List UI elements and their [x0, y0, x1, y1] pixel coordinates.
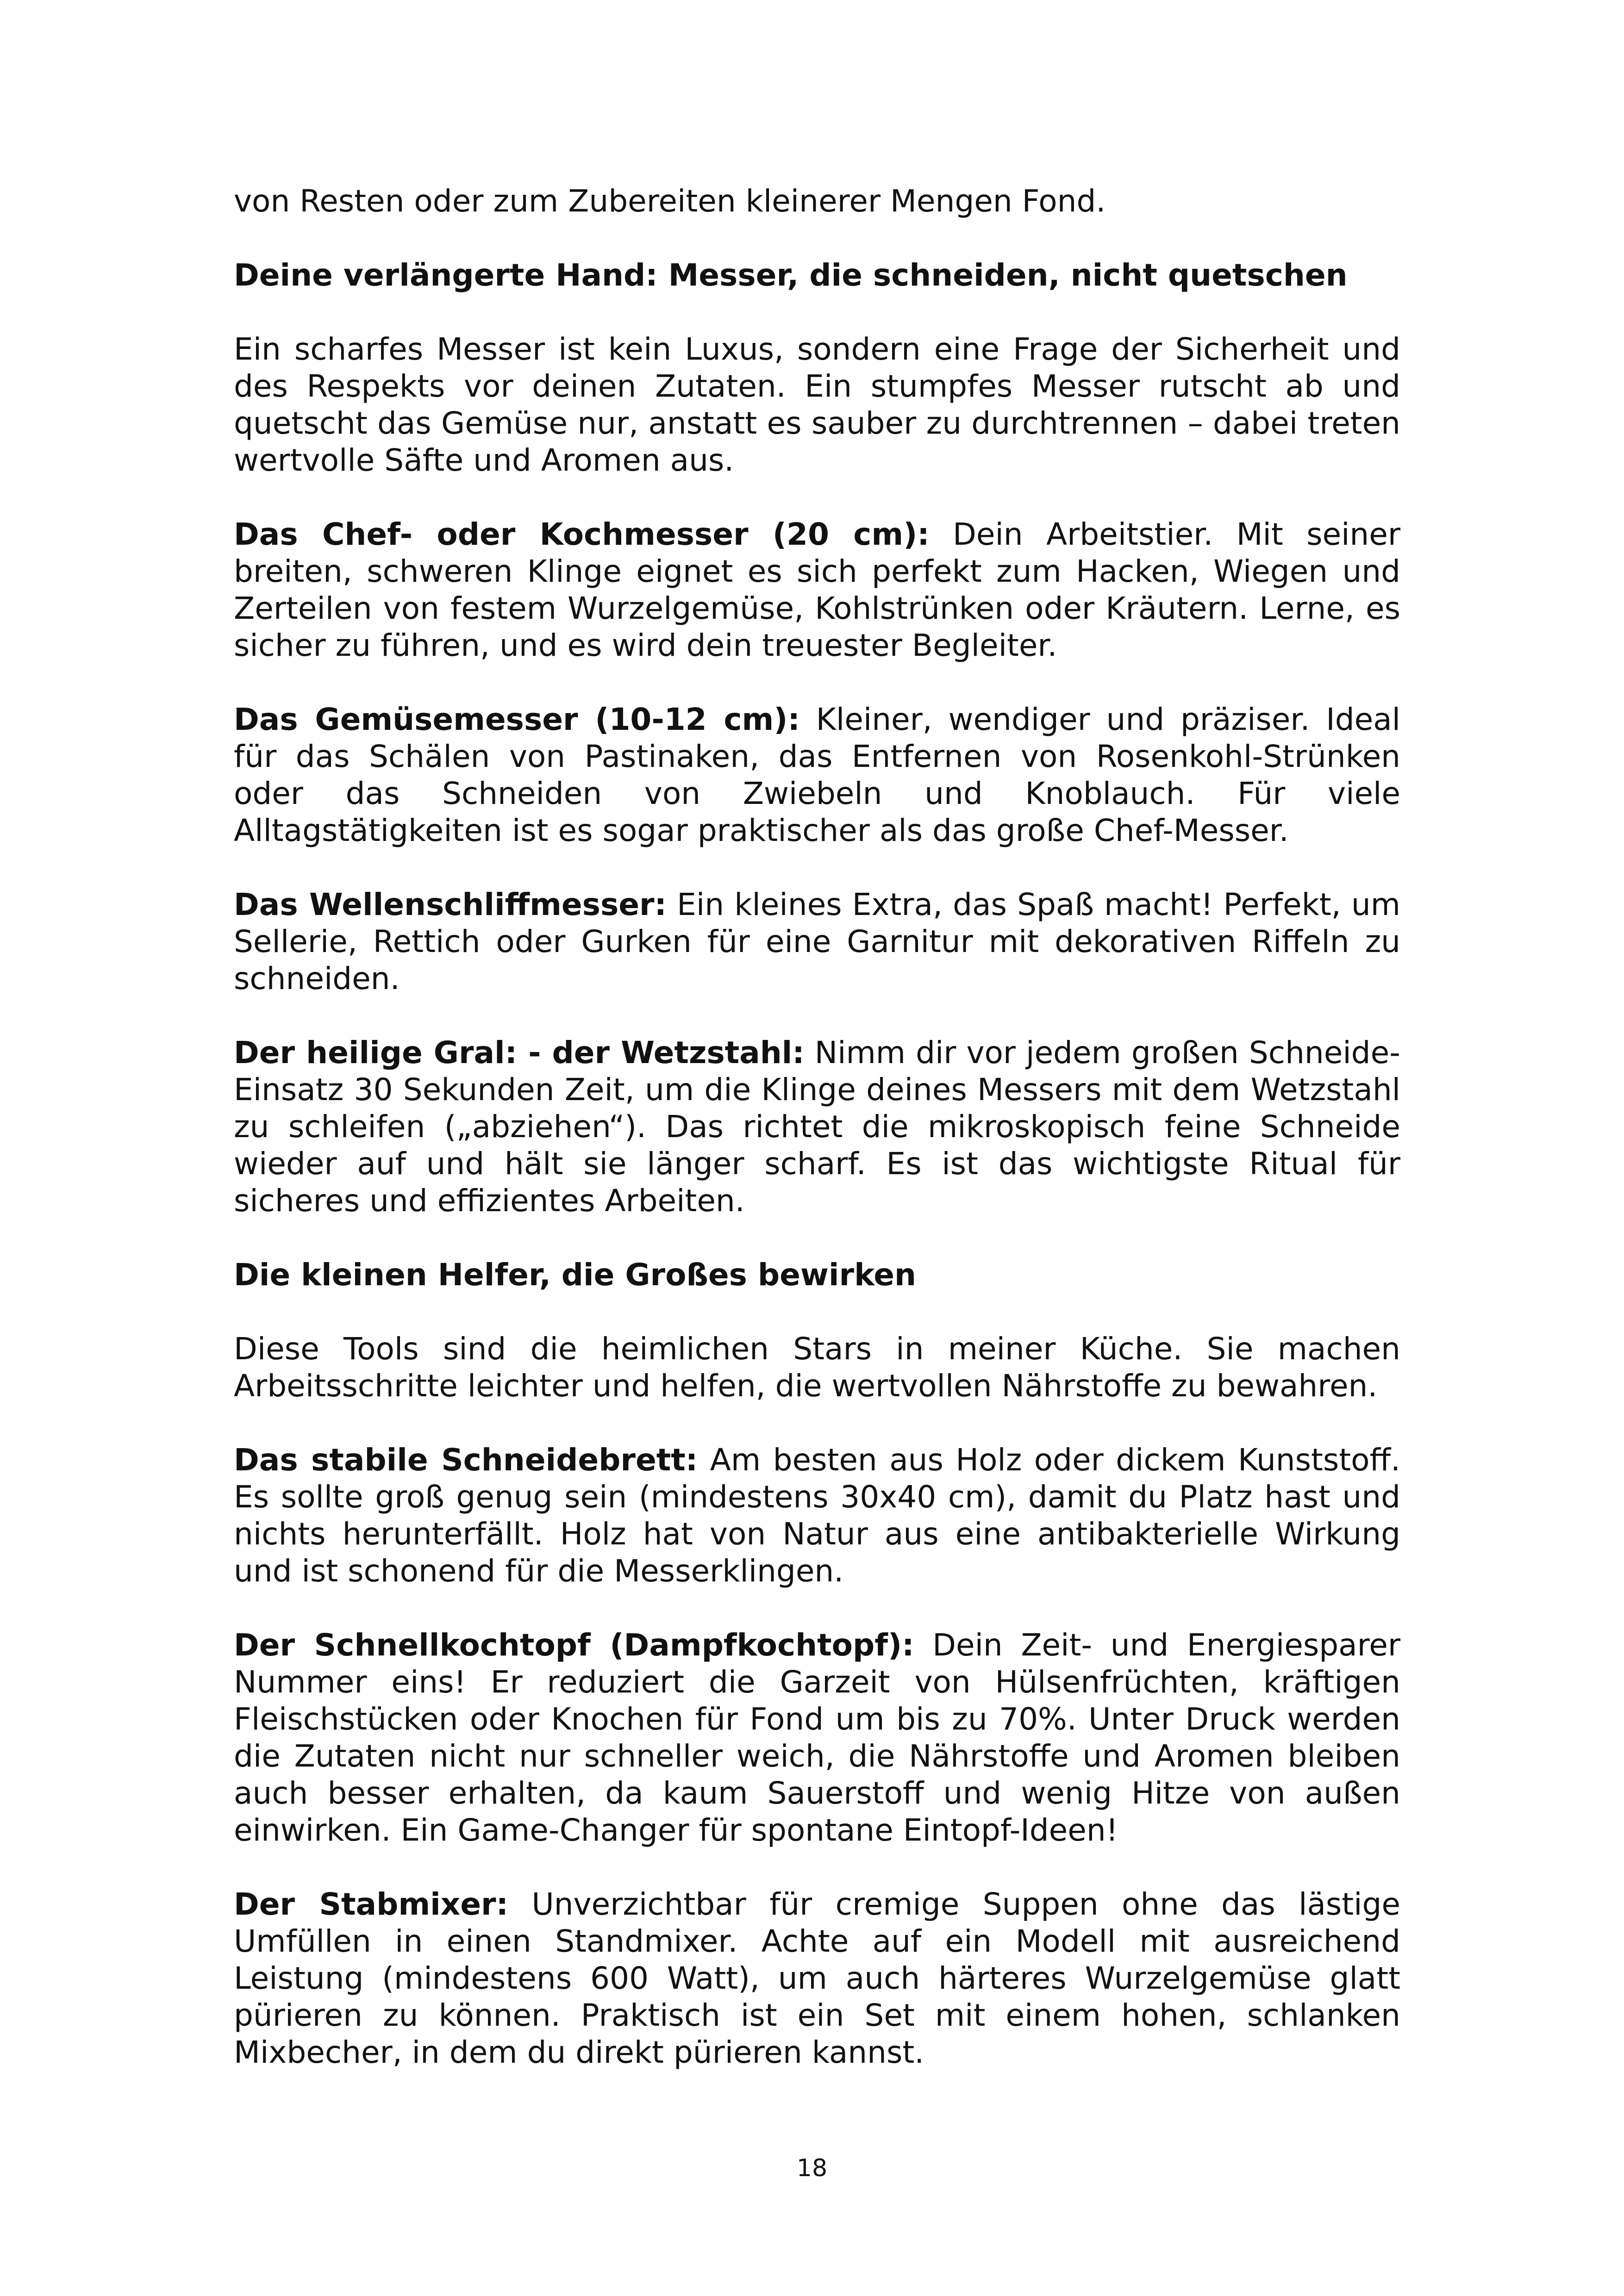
vegetable-knife-paragraph [234, 701, 1400, 849]
serrated-knife-paragraph [234, 886, 1400, 997]
serrated-knife-text: Ein kleines Extra, das Spaß macht! Perfekt, um Sellerie, Rettich oder Gurken für eine Garnitur mit dekorativen Riffeln zu schneiden. [234, 887, 1400, 996]
section-heading-helpers: Die kleinen Helfer, die Großes bewirken [234, 1257, 916, 1293]
honing-steel-paragraph [234, 1034, 1400, 1220]
hand-blender-term: Der Stabmixer: [234, 1886, 508, 1922]
intro-continuation: von Resten oder zum Zubereiten kleinerer Mengen Fond. [234, 183, 1106, 219]
page-number: 18 [796, 2154, 828, 2182]
honing-steel-text: Nimm dir vor jedem großen Schneide-Einsatz 30 Sekunden Zeit, um die Klinge deines Messers mit dem Wetzstahl zu schleifen („abziehen“). Das richtet die mikroskopisch feine Schneide wieder auf und hält sie länger scharf. Es ist das wichtigste Ritual für sicheres und effizientes Arbeiten. [234, 1035, 1400, 1219]
vegetable-knife-term: Das Gemüsemesser (10-12 cm): [234, 702, 800, 737]
serrated-knife-term: Das Wellenschliffmesser: [234, 887, 667, 922]
honing-steel-term: Der heilige Gral: - der Wetzstahl: [234, 1035, 805, 1070]
cutting-board-term: Das stabile Schneidebrett: [234, 1442, 698, 1478]
knives-intro-paragraph: Ein scharfes Messer ist kein Luxus, sondern eine Frage der Sicherheit und des Respekts vor deinen Zutaten. Ein stumpfes Messer rutscht ab und quetscht das Gemüse nur, anstatt es sauber zu durchtrennen – dabei treten wertvolle Säfte und Aromen aus. [234, 331, 1400, 478]
vegetable-knife-text: Kleiner, wendiger und präziser. Ideal für das Schälen von Pastinaken, das Entfernen von Rosenkohl-Strünken oder das Schneiden von Zwiebeln und Knoblauch. Für viele Alltagstätigkeiten ist es sogar praktischer als das große Chef-Messer. [234, 702, 1400, 848]
hand-blender-paragraph [234, 1886, 1400, 2071]
page-body [234, 183, 1400, 2108]
pressure-cooker-text: Dein Zeit- und Energiesparer Nummer eins! Er reduziert die Garzeit von Hülsenfrüchten, kräftigen Fleischstücken oder Knochen für Fond um bis zu 70%. Unter Druck werden die Zutaten nicht nur schneller weich, die Nährstoffe und Aromen bleiben auch besser erhalten, da kaum Sauerstoff und wenig Hitze von außen einwirken. Ein Game-Changer für spontane Eintopf-Ideen! [234, 1627, 1401, 1848]
cutting-board-paragraph [234, 1442, 1400, 1590]
pressure-cooker-term: Der Schnellkochtopf (Dampfkochtopf): [234, 1627, 914, 1663]
cutting-board-text: Am besten aus Holz oder dickem Kunststoff. Es sollte groß genug sein (mindestens 30x40 cm), damit du Platz hast und nichts herunterfällt. Holz hat von Natur aus eine antibakterielle Wirkung und ist schonend für die Messerklingen. [234, 1442, 1400, 1589]
chef-knife-term: Das Chef- oder Kochmesser (20 cm): [234, 516, 930, 552]
section-heading-knives: Deine verlängerte Hand: Messer, die schneiden, nicht quetschen [234, 257, 1348, 293]
chef-knife-paragraph [234, 516, 1400, 664]
chef-knife-text: Dein Arbeitstier. Mit seiner breiten, schweren Klinge eignet es sich perfekt zum Hacken, Wiegen und Zerteilen von festem Wurzelgemüse, Kohlstrünken oder Kräutern. Lerne, es sicher zu führen, und es wird dein treuester Begleiter. [234, 516, 1400, 663]
hand-blender-text: Unverzichtbar für cremige Suppen ohne das lästige Umfüllen in einen Standmixer. Achte auf ein Modell mit ausreichend Leistung (mindestens 600 Watt), um auch härteres Wurzelgemüse glatt pürieren zu können. Praktisch ist ein Set mit einem hohen, schlanken Mixbecher, in dem du direkt pürieren kannst. [234, 1886, 1400, 2070]
helpers-intro-paragraph: Diese Tools sind die heimlichen Stars in meiner Küche. Sie machen Arbeitsschritte leichter und helfen, die wertvollen Nährstoffe zu bewahren. [234, 1331, 1400, 1404]
pressure-cooker-paragraph [234, 1627, 1400, 1849]
